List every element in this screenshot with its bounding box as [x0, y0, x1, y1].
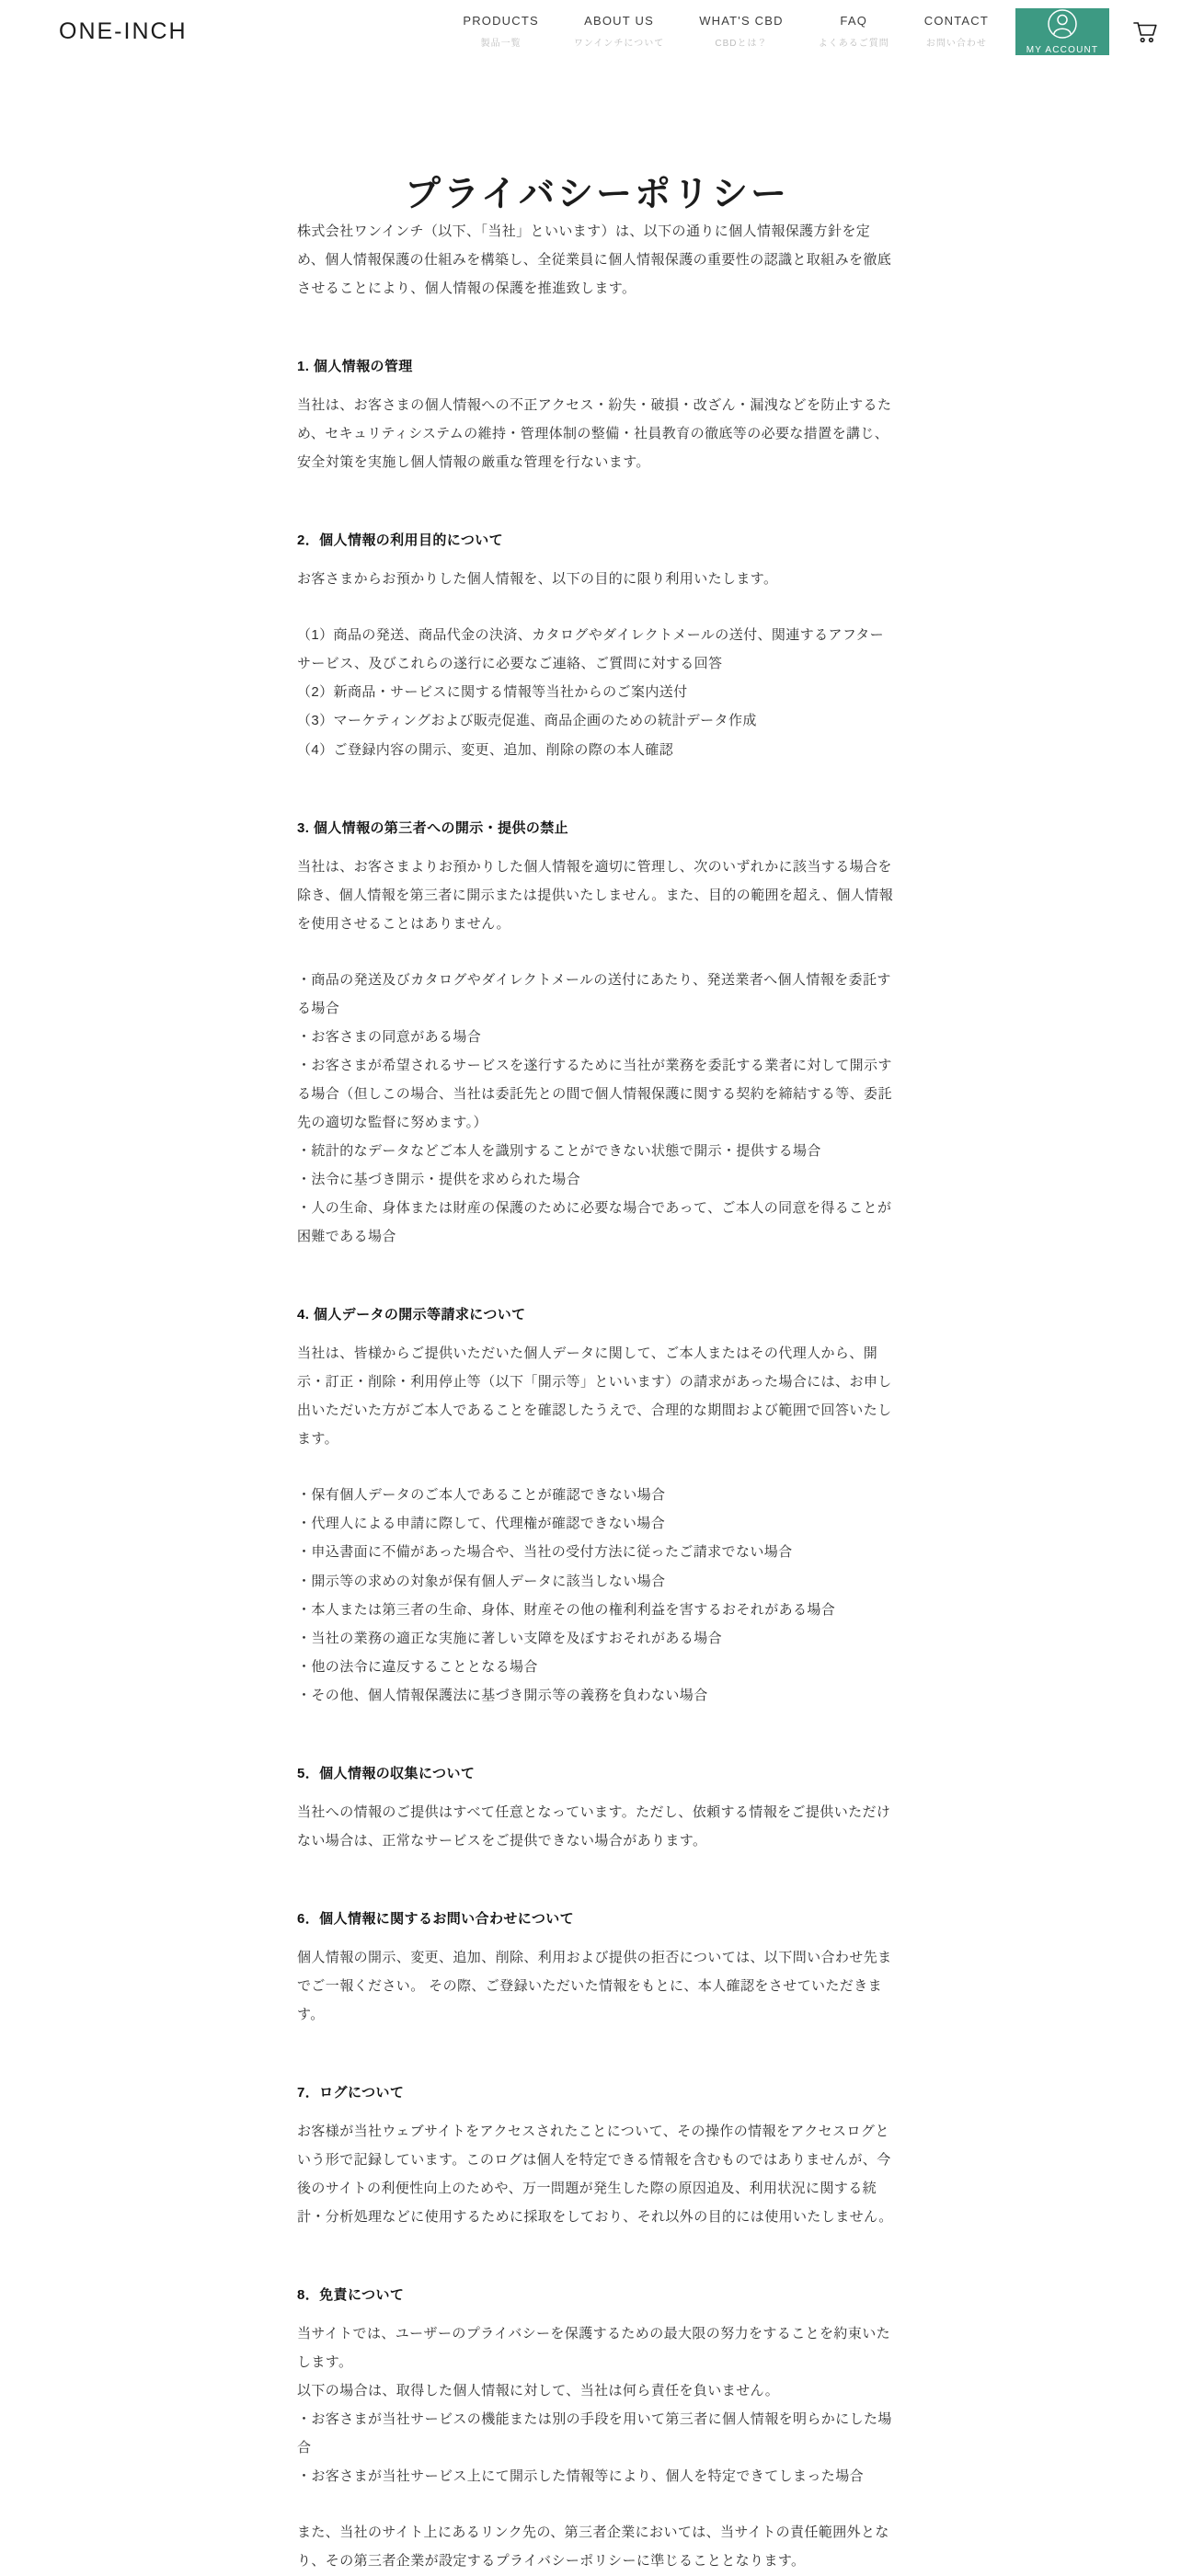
section-line: ・本人または第三者の生命、身体、財産その他の権利利益を害するおそれがある場合 — [297, 1601, 836, 1618]
nav-label: WHAT'S CBD — [699, 14, 784, 28]
section-paragraph: 当社は、皆様からご提供いただいた個人データに関して、ご本人またはその代理人から、開示・訂正・削除・利用停止等（以下「開示等」といいます）の請求があった場合には、お申し出いただいた方がご本人であることを確認したうえで、合理的な期間および範囲で回答いたします。 — [297, 1345, 892, 1448]
section-heading: 2．個人情報の利用目的について — [297, 532, 504, 549]
nav-item-faq[interactable] — [801, 14, 907, 49]
cart-button[interactable] — [1109, 17, 1181, 46]
section-line-list — [297, 621, 897, 763]
nav-item-about-us[interactable] — [556, 14, 682, 49]
section-line: ・他の法令に違反することとなる場合 — [297, 1658, 538, 1675]
nav-label: FAQ — [840, 14, 868, 28]
my-account-button[interactable] — [1015, 8, 1109, 55]
section-line: （3）マーケティングおよび販売促進、商品企画のための統計データ作成 — [297, 713, 757, 729]
section-line: ・お客さまの同意がある場合 — [297, 1028, 482, 1045]
section-heading: 6．個人情報に関するお問い合わせについて — [297, 1910, 575, 1927]
nav-sublabel: CBDとは？ — [715, 39, 768, 49]
nav-sublabel: よくあるご質問 — [818, 39, 889, 49]
section-line: ・代理人による申請に際して、代理権が確認できない場合 — [297, 1516, 666, 1532]
policy-section — [297, 1908, 897, 2029]
section-heading: 4. 個人データの開示等請求について — [297, 1307, 526, 1323]
section-line: ・お客さまが希望されるサービスを遂行するために当社が業務を委託する業者に対して開示する場合（但しこの場合、当社は委託先との間で個人情報保護に関する契約を締結する等、委託先の適切な監督に努めます。） — [297, 1057, 892, 1130]
section-heading: 8．免責について — [297, 2287, 405, 2304]
my-account-label: MY ACCOUNT — [1026, 44, 1099, 55]
policy-section — [297, 530, 897, 763]
section-line: ・法令に基づき開示・提供を求められた場合 — [297, 1172, 581, 1188]
policy-content — [297, 166, 897, 2576]
user-icon — [1047, 8, 1078, 40]
section-paragraph: 当社への情報のご提供はすべて任意となっています。ただし、依頼する情報をご提供いただけない場合は、正常なサービスをご提供できない場合があります。 — [297, 1803, 891, 1849]
nav-item-products[interactable] — [445, 14, 556, 49]
section-line: ・お客さまが当社サービスの機能または別の手段を用いて第三者に個人情報を明らかにした場合 — [297, 2411, 892, 2456]
section-line: （2）新商品・サービスに関する情報等当社からのご案内送付 — [297, 684, 688, 701]
section-line: ・商品の発送及びカタログやダイレクトメールの送付にあたり、発送業者へ個人情報を委託する場合 — [297, 971, 891, 1016]
section-line: （1）商品の発送、商品代金の決済、カタログやダイレクトメールの送付、関連するアフターサービス、及びこれらの遂行に必要なご連絡、ご質問に対する回答 — [297, 627, 885, 672]
section-paragraph: また、当社のサイト上にあるリンク先の、第三者企業においては、当サイトの責任範囲外となり、その第三者企業が設定するプライバシーポリシーに準じることとなります。 — [297, 2524, 889, 2570]
section-heading: 5．個人情報の収集について — [297, 1765, 476, 1781]
nav-sublabel: お問い合わせ — [925, 39, 987, 49]
section-paragraph: 個人情報の開示、変更、追加、削除、利用および提供の拒否については、以下問い合わせ先までご一報ください。 その際、ご登録いただいた情報をもとに、本人確認をさせていただきます。 — [297, 1949, 892, 2022]
section-line: ・申込書面に不備があった場合や、当社の受付方法に従ったご請求でない場合 — [297, 1544, 793, 1561]
policy-section — [297, 2082, 897, 2231]
policy-sections — [297, 356, 897, 2575]
section-line: ・当社の業務の適正な実施に著しい支障を及ぼすおそれがある場合 — [297, 1630, 723, 1646]
section-line-list — [297, 1481, 897, 1709]
policy-section — [297, 2284, 897, 2575]
nav-label: CONTACT — [923, 14, 989, 28]
section-paragraph: 当社は、お客さまよりお預かりした個人情報を適切に管理し、次のいずれかに該当する場合を除き、個人情報を第三者に開示または提供いたしません。また、目的の範囲を超え、個人情報を使用させることはありません。 — [297, 858, 894, 932]
policy-section — [297, 1304, 897, 1710]
section-paragraph: お客さまからお預かりした個人情報を、以下の目的に限り利用いたします。 — [297, 571, 778, 588]
site-header — [0, 0, 1181, 63]
section-heading: 1. 個人情報の管理 — [297, 359, 413, 375]
section-line: 以下の場合は、取得した個人情報に対して、当社は何ら責任を負いません。 — [297, 2383, 780, 2399]
section-line-list — [297, 966, 897, 1251]
policy-section — [297, 818, 897, 1252]
policy-section — [297, 356, 897, 476]
page-title: プライバシーポリシー — [404, 175, 790, 214]
section-line: ・保有個人データのご本人であることが確認できない場合 — [297, 1487, 666, 1504]
main-nav — [445, 0, 1181, 63]
section-line: ・開示等の求めの対象が保有個人データに該当しない場合 — [297, 1573, 666, 1589]
section-line: ・人の生命、身体または財産の保護のために必要な場合であって、ご本人の同意を得ることが困難である場合 — [297, 1200, 892, 1245]
cart-icon — [1130, 17, 1160, 46]
section-line-list — [297, 2319, 897, 2490]
nav-label: PRODUCTS — [463, 14, 539, 28]
section-heading: 3. 個人情報の第三者への開示・提供の禁止 — [297, 819, 569, 836]
nav-label: ABOUT US — [584, 14, 654, 28]
policy-intro: 株式会社ワンインチ（以下、「当社」といいます）は、以下の通りに個人情報保護方針を定め、個人情報保護の仕組みを構築し、全従業員に個人情報保護の重要性の認識と取組みを徹底させることにより、個人情報の保護を推進致します。 — [297, 223, 892, 297]
section-paragraph: 当社は、お客さまの個人情報への不正アクセス・紛失・破損・改ざん・漏洩などを防止するため、セキュリティシステムの維持・管理体制の整備・社員教育の徹底等の必要な措置を講じ、安全対策を実施し個人情報の厳重な管理を行ないます。 — [297, 397, 892, 471]
policy-section — [297, 1763, 897, 1855]
nav-sublabel: 製品一覧 — [480, 39, 522, 49]
section-line: ・お客さまが当社サービス上にて開示した情報等により、個人を特定できてしまった場合 — [297, 2468, 865, 2485]
nav-sublabel: ワンインチについて — [573, 39, 665, 49]
section-heading: 7．ログについて — [297, 2084, 405, 2101]
section-line: ・その他、個人情報保護法に基づき開示等の義務を負わない場合 — [297, 1687, 708, 1703]
section-line: （4）ご登録内容の開示、変更、追加、削除の際の本人確認 — [297, 741, 674, 758]
nav-item-contact[interactable] — [907, 14, 1006, 49]
site-logo[interactable]: ONE-INCH — [59, 17, 188, 44]
section-paragraph: お客様が当社ウェブサイトをアクセスされたことについて、その操作の情報をアクセスログという形で記録しています。このログは個人を特定できる情報を含むものではありませんが、今後のサイトの利便性向上のためや、万一問題が発生した際の原因追及、利用状況に関する統計・分析処理などに使用するために採取をしており、それ以外の目的には使用いたしません。 — [297, 2123, 893, 2226]
section-line: 当サイトでは、ユーザーのプライバシーを保護するための最大限の努力をすることを約束いたします。 — [297, 2326, 891, 2371]
section-line: ・統計的なデータなどご本人を識別することができない状態で開示・提供する場合 — [297, 1142, 821, 1159]
nav-item-whats-cbd[interactable] — [682, 14, 801, 49]
